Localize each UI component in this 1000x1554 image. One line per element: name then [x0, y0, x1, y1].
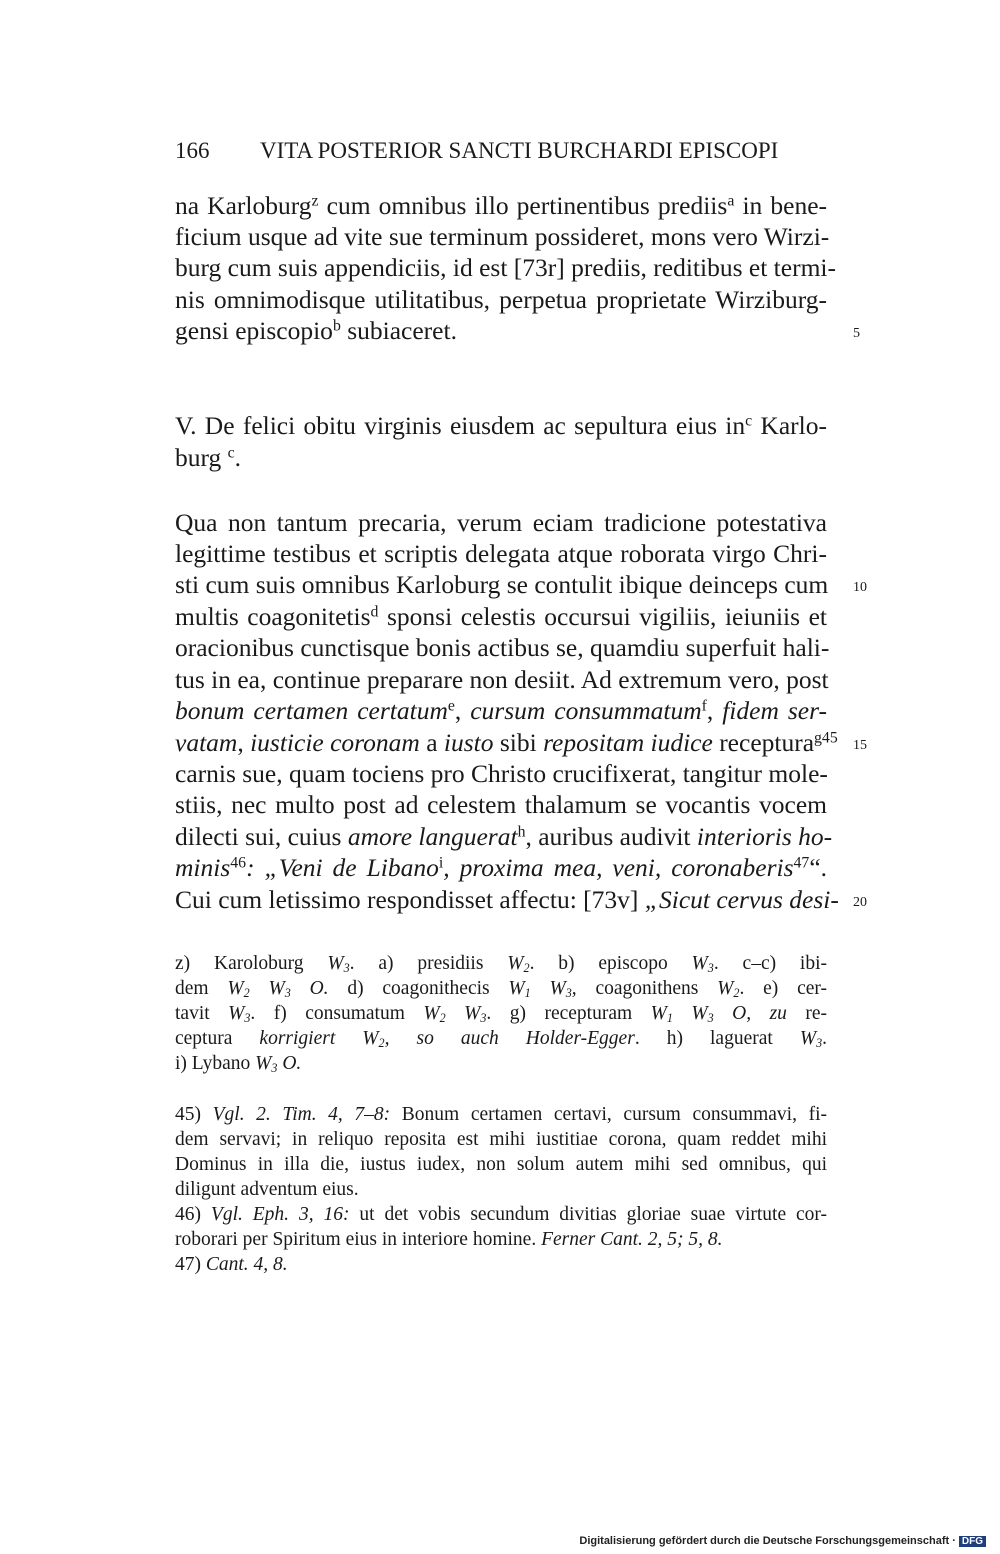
- line-number: 15: [853, 738, 867, 753]
- digitization-credit: [579, 1535, 986, 1547]
- chapter-heading-line: burg $^c$.: [175, 443, 242, 472]
- source-note-45: 45) Vgl. 2. Tim. 4, 7–8: Bonum certamen certavi, cursum consummavi, fi-: [175, 1104, 827, 1125]
- text-line: sti cum suis omnibus Karloburg se contulit ibique deinceps cum: [175, 570, 829, 599]
- text-line: vatam, iusticie coronam a iusto sibi repositam iudice receptura$^{g45}$: [175, 728, 838, 757]
- line-number: 10: [853, 580, 867, 595]
- text-line: Qua non tantum precaria, verum eciam tradicione potestativa: [175, 508, 827, 537]
- apparatus-line: z) Karoloburg $W_3$. a) presidiis $W_2$. b) episcopo $W_3$. c–c) ibi-: [175, 953, 828, 976]
- text-line: na Karloburg$^z$ cum omnibus illo pertinentibus prediis$^a$ in bene-: [175, 191, 828, 220]
- running-title: VITA POSTERIOR SANCTI BURCHARDI EPISCOPI: [260, 138, 779, 163]
- text-line: burg cum suis appendiciis, id est [73r] prediis, reditibus et termi-: [175, 253, 836, 282]
- source-note-line: diligunt adventum eius.: [175, 1179, 359, 1200]
- source-note-line: dem servavi; in reliquo reposita est mihi iustitiae corona, quam reddet mihi: [175, 1129, 827, 1150]
- dfg-logo: DFG: [959, 1536, 986, 1547]
- text-line: bonum certamen certatum$^e$, cursum consummatum$^f$, fidem ser-: [175, 696, 827, 725]
- apparatus-line: dem $W_2$ $W_3$ O. d) coagonithecis $W_1$ $W_3$, coagonithens $W_2$. e) cer-: [175, 978, 828, 1001]
- line-number: 20: [853, 895, 867, 910]
- source-note-line: Dominus in illa die, iustus iudex, non solum autem mihi sed omnibus, qui: [175, 1154, 827, 1175]
- source-note-line: roborari per Spiritum eius in interiore homine. Ferner Cant. 2, 5; 5, 8.: [175, 1229, 723, 1250]
- apparatus-line: ceptura korrigiert $W_2$, so auch Holder-Egger. h) laguerat $W_3$.: [175, 1028, 828, 1051]
- page-number: 166: [175, 138, 210, 163]
- source-note-47: 47) Cant. 4, 8.: [175, 1254, 288, 1275]
- apparatus-line: i) Lybano $W_3$ O.: [175, 1053, 302, 1076]
- text-line: gensi episcopio$^b$ subiaceret.: [175, 316, 457, 345]
- apparatus-line: tavit $W_3$. f) consumatum $W_2$ $W_3$. g) recepturam $W_1$ $W_3$ O, zu re-: [175, 1003, 828, 1026]
- text-line: carnis sue, quam tociens pro Christo crucifixerat, tangitur mole-: [175, 759, 828, 788]
- text-line: ficium usque ad vite sue terminum possideret, mons vero Wirzi-: [175, 222, 830, 251]
- text-line: Cui cum letissimo respondisset affectu: [73v] „Sicut cervus desi-: [175, 885, 839, 914]
- running-header: [175, 138, 835, 164]
- credit-text: Digitalisierung gefördert durch die Deutsche Forschungsgemeinschaft ·: [579, 1535, 956, 1547]
- text-line: minis$^{46}$: „Veni de Libano$^i$, proxima mea, veni, coronaberis$^{47}$“.: [175, 853, 828, 882]
- source-note-46: 46) Vgl. Eph. 3, 16: ut det vobis secundum divitias gloriae suae virtute cor-: [175, 1204, 828, 1225]
- text-line: dilecti sui, cuius amore languerat$^h$, auribus audivit interioris ho-: [175, 822, 833, 851]
- line-number: 5: [853, 326, 860, 341]
- text-line: multis coagonitetis$^d$ sponsi celestis occursui vigiliis, ieiuniis et: [175, 602, 827, 631]
- text-line: nis omnimodisque utilitatibus, perpetua proprietate Wirziburg-: [175, 285, 827, 314]
- text-line: stiis, nec multo post ad celestem thalamum se vocantis vocem: [175, 790, 827, 819]
- text-line: tus in ea, continue preparare non desiit. Ad extremum vero, post: [175, 665, 829, 694]
- chapter-heading: V. De felici obitu virginis eiusdem ac sepultura eius $in^c$ Karlo-: [175, 411, 827, 440]
- text-line: oracionibus cunctisque bonis actibus se, quamdiu superfuit hali-: [175, 633, 830, 662]
- text-line: legittime testibus et scriptis delegata atque roborata virgo Chri-: [175, 539, 827, 568]
